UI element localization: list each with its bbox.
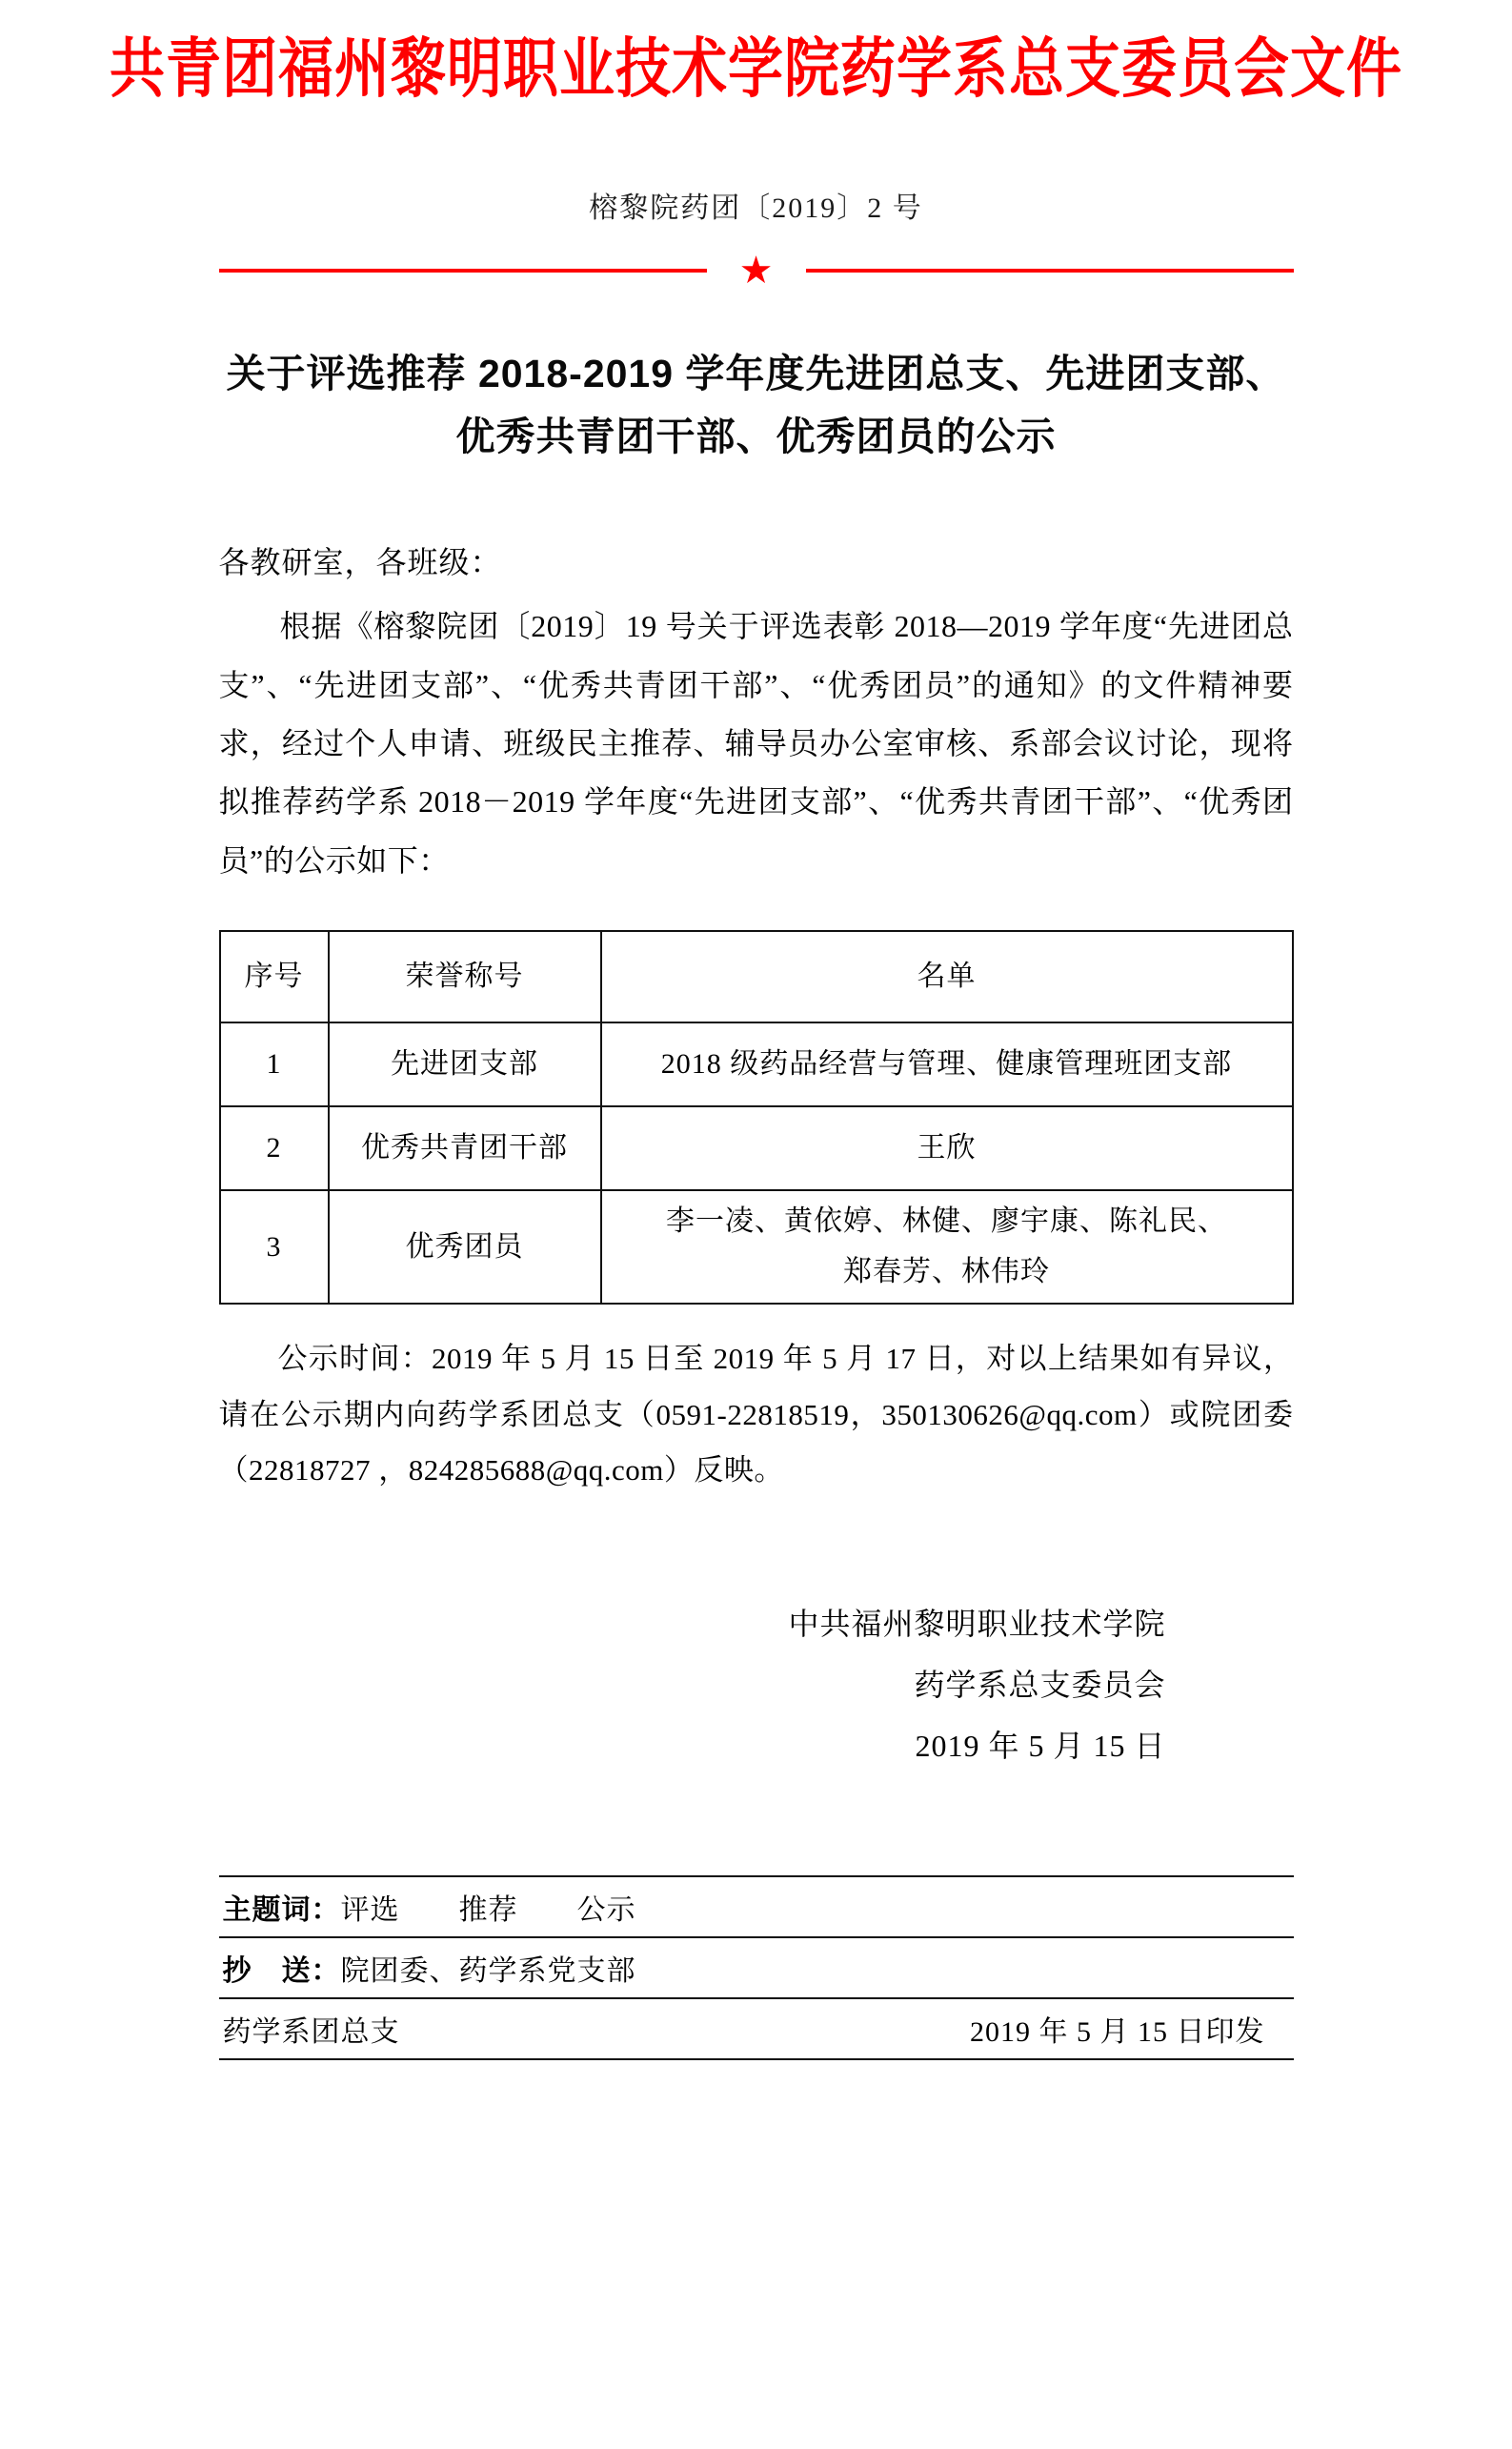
letterhead [0, 0, 1512, 106]
row-names-line-2: 郑春芳、林伟玲 [843, 1255, 1050, 1287]
row-honor: 优秀共青团干部 [329, 1106, 601, 1190]
red-rule-left-bar [219, 269, 707, 273]
document-body [219, 539, 1294, 1777]
footer-keywords-value: 评选 推荐 公示 [340, 1894, 636, 1927]
row-names: 王欣 [601, 1106, 1293, 1190]
footer-keywords-row [219, 1877, 1294, 1936]
table-row [220, 1190, 1293, 1304]
row-honor: 优秀团员 [329, 1190, 601, 1304]
row-names-line-1: 李一凌、黄依婷、林健、廖宇康、陈礼民、 [666, 1205, 1227, 1238]
footer-rule-bottom [219, 2058, 1294, 2060]
table-header-no: 序号 [220, 931, 329, 1022]
footer-cc [223, 1947, 636, 1989]
footer-issuer-row [219, 1999, 1294, 2058]
document-number: 榕黎院药团〔2019〕2 号 [589, 192, 923, 224]
page-title-line-2: 优秀共青团干部、优秀团员的公示 [455, 415, 1057, 459]
letterhead-title: 共青团福州黎明职业技术学院药学系总支委员会文件 [109, 32, 1402, 106]
footer-issue-date: 2019 年 5 月 15 日印发 [970, 2016, 1265, 2049]
body-paragraph-1: 根据《榕黎院团〔2019〕19 号关于评选表彰 2018—2019 学年度“先进团总支”、“先进团支部”、“优秀共青团干部”、“优秀团员”的通知》的文件精神要求，经过个人申请、班级民主推荐、辅导员办公室审核、系部会议讨论，现将拟推荐药学系 2018－2019 学年度“先进团支部”、“优秀共青团干部”、“优秀团员”的公示如下： [218, 609, 1294, 878]
table-row [220, 1106, 1293, 1190]
table-header-honor: 荣誉称号 [329, 931, 601, 1022]
signature-date: 2019 年 5 月 15 日 [915, 1729, 1166, 1764]
salutation: 各教研室，各班级： [218, 544, 502, 579]
signature-org-line-2: 药学系总支委员会 [914, 1668, 1166, 1703]
footer-cc-value: 院团委、药学系党支部 [340, 1955, 636, 1988]
footer-cc-row [219, 1938, 1294, 1997]
footer-cc-label: 抄 送： [222, 1955, 341, 1988]
signature-block [219, 1593, 1294, 1776]
footer-keywords-label: 主题词： [222, 1894, 341, 1927]
row-no: 1 [220, 1022, 329, 1106]
row-names [601, 1190, 1293, 1304]
page-title-line-1: 关于评选推荐 2018-2019 学年度先进团总支、先进团支部、 [226, 351, 1286, 395]
row-honor: 先进团支部 [329, 1022, 601, 1106]
table-row [220, 1022, 1293, 1106]
table-header-names: 名单 [601, 931, 1293, 1022]
notice-paragraph: 公示时间：2019 年 5 月 15 日至 2019 年 5 月 17 日，对以上结果如有异议，请在公示期内向药学系团总支（0591-22818519，350130626@qq.com）或院团委（22818727 ，824285688@qq.com）反映。 [218, 1342, 1294, 1487]
doc-number-row [0, 184, 1512, 226]
footer-block [219, 1875, 1294, 2060]
signature-org-line-1: 中共福州黎明职业技术学院 [788, 1607, 1166, 1642]
red-star-icon: ★ [738, 248, 774, 293]
page-title [204, 342, 1309, 469]
award-table [219, 930, 1294, 1305]
footer-issuer: 药学系团总支 [222, 2016, 400, 2049]
table-header-row [220, 931, 1293, 1022]
row-no: 2 [220, 1106, 329, 1190]
row-names: 2018 级药品经营与管理、健康管理班团支部 [601, 1022, 1293, 1106]
footer-keywords [223, 1886, 636, 1928]
red-rule-right-bar [806, 269, 1294, 273]
red-separator-rule [219, 248, 1294, 293]
row-no: 3 [220, 1190, 329, 1304]
